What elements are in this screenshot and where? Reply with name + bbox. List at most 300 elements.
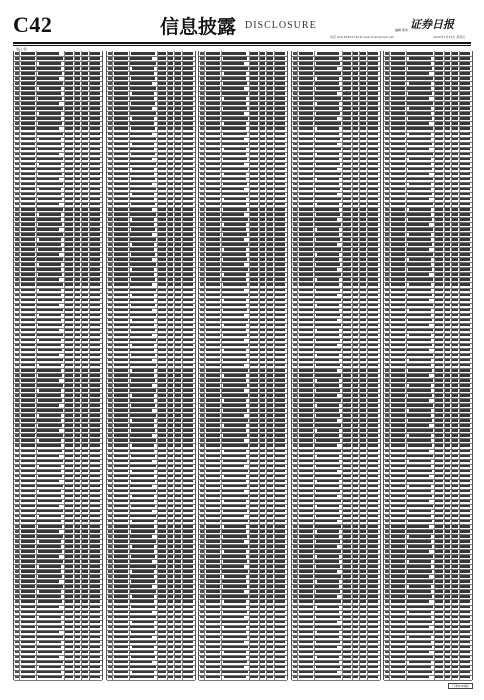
table-cell [250, 394, 258, 397]
table-cell [15, 525, 19, 528]
table-cell [260, 233, 265, 236]
table-cell [175, 485, 181, 488]
table-cell [82, 495, 88, 498]
table-cell [260, 153, 265, 156]
table-cell [15, 228, 19, 231]
table-cell [21, 656, 35, 659]
table-cell [452, 621, 458, 624]
table-cell [353, 671, 358, 674]
table-cell [316, 238, 340, 241]
table-cell [385, 143, 389, 146]
table-cell [82, 309, 88, 312]
table-cell [317, 580, 339, 583]
table-cell [267, 324, 273, 327]
table-cell [223, 133, 247, 136]
table-cell [168, 349, 173, 352]
table-cell [108, 465, 112, 468]
table-cell [130, 399, 154, 402]
table-cell [158, 283, 166, 286]
table-cell [407, 278, 433, 281]
table-cell [368, 434, 378, 437]
table-cell [250, 208, 258, 211]
table-cell [158, 379, 166, 382]
table-cell [21, 173, 35, 176]
table-cell [391, 404, 405, 407]
table-cell [409, 334, 431, 337]
table-cell [445, 641, 450, 644]
table-cell [293, 389, 297, 392]
table-cell [250, 52, 258, 55]
table-column [198, 51, 288, 680]
table-cell [407, 626, 429, 629]
table-cell [168, 228, 173, 231]
table-cell [445, 218, 450, 221]
table-cell [260, 258, 265, 261]
table-cell [108, 500, 112, 503]
table-cell [452, 163, 458, 166]
table-cell [168, 475, 173, 478]
table-cell [21, 636, 35, 639]
table-cell [435, 127, 443, 130]
table-cell [343, 404, 351, 407]
table-cell [108, 82, 112, 85]
table-cell [250, 651, 258, 654]
table-cell [452, 530, 458, 533]
table-cell [460, 530, 470, 533]
table-cell [130, 525, 154, 528]
table-cell [293, 62, 297, 65]
table-cell [343, 258, 351, 261]
table-cell [435, 409, 443, 412]
table-cell [353, 565, 358, 568]
table-cell [368, 384, 378, 387]
table-cell [343, 580, 351, 583]
table-cell [460, 188, 470, 191]
table-cell [175, 465, 181, 468]
table-cell [360, 238, 366, 241]
table-cell [391, 218, 405, 221]
table-cell [37, 107, 63, 110]
table-cell [299, 329, 313, 332]
table-cell [222, 606, 246, 609]
table-cell [267, 535, 273, 538]
table-cell [452, 560, 458, 563]
table-cell [206, 339, 220, 342]
table-cell [175, 62, 181, 65]
table-cell [250, 329, 258, 332]
table-cell [108, 213, 112, 216]
table-cell [158, 480, 166, 483]
table-cell [368, 334, 378, 337]
table-cell [168, 122, 173, 125]
table-cell [343, 480, 351, 483]
table-cell [299, 364, 313, 367]
table-cell [75, 67, 80, 70]
table-cell [21, 273, 35, 276]
header-rule-thin [13, 45, 471, 46]
table-cell [132, 621, 154, 624]
table-cell [293, 641, 297, 644]
table-cell [385, 102, 389, 105]
table-cell [391, 107, 405, 110]
table-cell [183, 399, 193, 402]
table-cell [222, 404, 246, 407]
table-cell [15, 168, 19, 171]
table-cell [267, 570, 273, 573]
table-cell [391, 319, 405, 322]
table-cell [353, 480, 358, 483]
table-cell [183, 424, 193, 427]
table-cell [275, 238, 285, 241]
table-cell [353, 455, 358, 458]
table-cell [385, 565, 389, 568]
table-cell [391, 510, 405, 513]
table-cell [408, 419, 432, 422]
table-cell [132, 419, 154, 422]
table-cell [200, 67, 204, 70]
table-cell [175, 183, 181, 186]
table-cell [368, 641, 378, 644]
table-cell [200, 344, 204, 347]
table-cell [435, 505, 443, 508]
table-cell [114, 520, 128, 523]
table-cell [368, 238, 378, 241]
table-cell [39, 389, 61, 392]
table-cell [65, 540, 73, 543]
table-cell [37, 278, 59, 281]
table-cell [260, 67, 265, 70]
table-cell [65, 117, 73, 120]
table-cell [260, 138, 265, 141]
table-cell [368, 153, 378, 156]
table-cell [260, 168, 265, 171]
table-cell [90, 334, 100, 337]
table-cell [408, 268, 432, 271]
table-cell [37, 530, 59, 533]
table-cell [435, 268, 443, 271]
table-cell [222, 238, 244, 241]
table-cell [360, 329, 366, 332]
table-cell [75, 72, 80, 75]
table-cell [391, 193, 405, 196]
table-cell [158, 560, 166, 563]
table-cell [275, 273, 285, 276]
table-cell [353, 439, 358, 442]
table-cell [175, 117, 181, 120]
table-cell [460, 223, 470, 226]
table-cell [158, 183, 166, 186]
table-cell [183, 631, 193, 634]
table-cell [38, 349, 62, 352]
table-cell [114, 72, 128, 75]
table-cell [200, 606, 204, 609]
table-cell [360, 480, 366, 483]
table-cell [267, 520, 273, 523]
table-cell [452, 148, 458, 151]
table-cell [200, 92, 204, 95]
table-cell [275, 565, 285, 568]
table-cell [158, 530, 166, 533]
table-cell [175, 530, 181, 533]
table-cell [260, 389, 265, 392]
table-cell [82, 369, 88, 372]
table-cell [250, 77, 258, 80]
table-cell [460, 253, 470, 256]
table-cell [168, 273, 173, 276]
table-cell [368, 636, 378, 639]
table-cell [130, 585, 152, 588]
table-cell [299, 233, 313, 236]
table-cell [275, 304, 285, 307]
table-cell [90, 253, 100, 256]
table-cell [460, 545, 470, 548]
table-cell [82, 273, 88, 276]
table-cell [82, 600, 88, 603]
table-cell [260, 294, 265, 297]
table-cell [15, 289, 19, 292]
table-cell [267, 163, 273, 166]
table-cell [275, 143, 285, 146]
table-cell [368, 600, 378, 603]
table-cell [168, 641, 173, 644]
table-cell [223, 485, 247, 488]
table-cell [108, 324, 112, 327]
table-cell [343, 505, 351, 508]
table-cell [293, 470, 297, 473]
table-cell [353, 600, 358, 603]
table-cell [275, 419, 285, 422]
table-cell [206, 273, 220, 276]
table-cell [267, 299, 273, 302]
table-cell [158, 520, 166, 523]
table-cell [460, 394, 470, 397]
table-cell [353, 626, 358, 629]
table-cell [317, 656, 339, 659]
table-cell [37, 92, 61, 95]
table-cell [267, 444, 273, 447]
table-cell [168, 57, 173, 60]
table-cell [65, 429, 73, 432]
table-cell [353, 248, 358, 251]
table-cell [445, 329, 450, 332]
table-cell [385, 253, 389, 256]
table-cell [385, 540, 389, 543]
table-cell [21, 183, 35, 186]
table-cell [200, 208, 204, 211]
table-cell [360, 309, 366, 312]
table-cell [130, 334, 152, 337]
table-cell [368, 87, 378, 90]
table-cell [200, 148, 204, 151]
table-cell [82, 374, 88, 377]
table-cell [452, 631, 458, 634]
table-cell [293, 294, 297, 297]
table-cell [445, 600, 450, 603]
table-cell [250, 183, 258, 186]
table-cell [114, 419, 128, 422]
table-cell [75, 626, 80, 629]
table-cell [21, 138, 35, 141]
table-cell [222, 67, 248, 70]
table-cell [158, 409, 166, 412]
table-cell [452, 595, 458, 598]
table-cell [391, 646, 405, 649]
table-cell [385, 213, 389, 216]
table-cell [353, 500, 358, 503]
table-cell [460, 258, 470, 261]
table-cell [222, 193, 248, 196]
table-cell [82, 470, 88, 473]
table-cell [15, 384, 19, 387]
table-cell [385, 283, 389, 286]
table-cell [299, 168, 313, 171]
table-cell [65, 263, 73, 266]
table-cell [315, 173, 341, 176]
table-cell [222, 213, 244, 216]
table-cell [183, 419, 193, 422]
table-cell [206, 62, 220, 65]
table-cell [206, 656, 220, 659]
table-cell [130, 475, 154, 478]
table-cell [90, 243, 100, 246]
table-cell [343, 72, 351, 75]
table-cell [460, 52, 470, 55]
table-cell [82, 616, 88, 619]
table-cell [90, 580, 100, 583]
table-cell [131, 153, 155, 156]
table-cell [299, 404, 313, 407]
table-cell [445, 138, 450, 141]
table-cell [21, 641, 35, 644]
table-cell [267, 409, 273, 412]
table-cell [131, 606, 155, 609]
table-cell [385, 545, 389, 548]
table-cell [260, 319, 265, 322]
table-cell [391, 57, 405, 60]
table-cell [175, 329, 181, 332]
table-cell [21, 600, 35, 603]
table-cell [353, 117, 358, 120]
table-column [383, 51, 473, 680]
table-cell [293, 153, 297, 156]
table-cell [175, 626, 181, 629]
table-cell [75, 238, 80, 241]
table-cell [108, 102, 112, 105]
table-cell [175, 203, 181, 206]
table-cell [168, 651, 173, 654]
table-cell [360, 294, 366, 297]
table-cell [343, 661, 351, 664]
table-cell [407, 555, 433, 558]
table-cell [175, 248, 181, 251]
table-cell [183, 525, 193, 528]
table-cell [206, 364, 220, 367]
table-cell [90, 450, 100, 453]
table-cell [108, 92, 112, 95]
table-cell [452, 248, 458, 251]
table-cell [368, 585, 378, 588]
table-cell [158, 515, 166, 518]
table-cell [183, 621, 193, 624]
table-cell [275, 575, 285, 578]
table-cell [275, 77, 285, 80]
table-cell [275, 671, 285, 674]
table-cell [183, 153, 193, 156]
table-cell [293, 289, 297, 292]
table-cell [409, 485, 431, 488]
table-cell [409, 636, 431, 639]
table-cell [391, 636, 405, 639]
table-cell [15, 419, 19, 422]
table-cell [200, 299, 204, 302]
table-cell [452, 283, 458, 286]
table-cell [267, 540, 273, 543]
table-cell [15, 595, 19, 598]
table-cell [353, 72, 358, 75]
table-cell [90, 409, 100, 412]
table-cell [224, 525, 246, 528]
table-cell [368, 82, 378, 85]
table-cell [408, 470, 432, 473]
table-cell [37, 545, 61, 548]
table-cell [132, 545, 154, 548]
table-cell [206, 354, 220, 357]
table-cell [200, 490, 204, 493]
table-cell [65, 621, 73, 624]
table-cell [75, 656, 80, 659]
table-cell [90, 631, 100, 634]
table-cell [130, 510, 152, 513]
table-cell [21, 475, 35, 478]
table-cell [353, 485, 358, 488]
table-cell [108, 52, 112, 55]
table-cell [260, 641, 265, 644]
table-cell [435, 455, 443, 458]
table-cell [250, 515, 258, 518]
table-cell [65, 273, 73, 276]
table-cell [385, 444, 389, 447]
table-cell [82, 560, 88, 563]
table-cell [200, 173, 204, 176]
table-cell [385, 525, 389, 528]
table-cell [360, 112, 366, 115]
table-cell [293, 67, 297, 70]
table-cell [353, 138, 358, 141]
table-cell [452, 475, 458, 478]
table-cell [260, 178, 265, 181]
table-cell [250, 117, 258, 120]
table-cell [317, 404, 339, 407]
table-cell [15, 455, 19, 458]
table-cell [360, 87, 366, 90]
table-cell [183, 143, 193, 146]
table-cell [158, 72, 166, 75]
table-cell [368, 263, 378, 266]
table-cell [391, 399, 405, 402]
table-cell [75, 82, 80, 85]
table-cell [445, 57, 450, 60]
table-cell [275, 233, 285, 236]
table-cell [445, 334, 450, 337]
table-cell [385, 314, 389, 317]
table-cell [222, 555, 246, 558]
table-cell [368, 314, 378, 317]
table-cell [15, 158, 19, 161]
table-cell [222, 656, 246, 659]
table-cell [452, 309, 458, 312]
table-cell [38, 500, 62, 503]
table-cell [260, 565, 265, 568]
